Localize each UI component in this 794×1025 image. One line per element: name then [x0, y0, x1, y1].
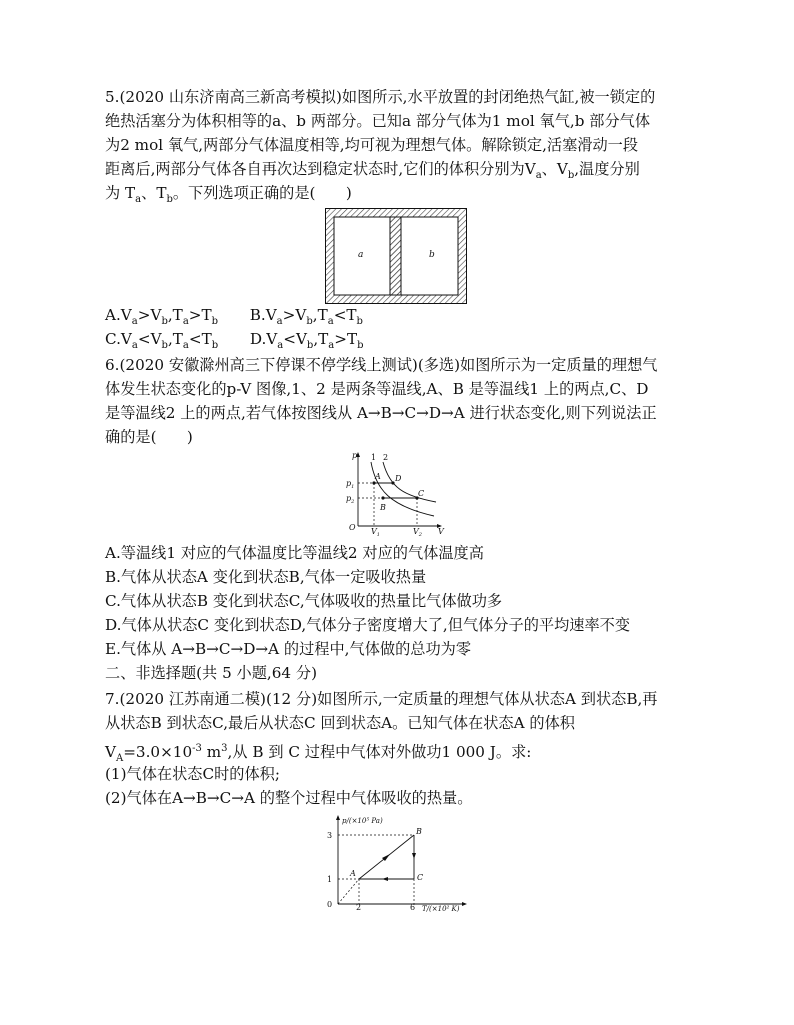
point-a — [372, 481, 375, 484]
q6-option-e[interactable]: E.气体从 A→B→C→D→A 的过程中,气体做的总功为零 — [105, 640, 472, 658]
t-axis-label: T/(×10² K) — [422, 905, 460, 913]
q7-line-1: 7.(2020 江苏南通二模)(12 分)如图所示,一定质量的理想气体从状态A 到状态B,再 — [105, 690, 658, 708]
p-axis-label: p — [352, 451, 358, 460]
arrow-ca — [382, 877, 388, 881]
q5-option-c[interactable]: $C.V_a<V_b,T_a<T_b$ — [105, 330, 219, 352]
y-tick-3: 3 — [327, 831, 333, 840]
q5-line-3: 为2 mol 氧气,两部分气体温度相等,均可视为理想气体。解除锁定,活塞滑动一段 — [105, 136, 639, 154]
origin-label: O — [349, 523, 356, 532]
p-axis-arrow — [336, 815, 340, 820]
point-b — [381, 496, 384, 499]
q5-options-row-2 — [105, 328, 364, 357]
q6-line-2: 体发生状态变化的p-V 图像,1、2 是两条等温线,A、B 是等温线1 上的两点,C、D — [105, 380, 649, 398]
q6-option-a[interactable]: A.等温线1 对应的气体温度比等温线2 对应的气体温度高 — [105, 544, 484, 562]
point-b-label: B — [380, 503, 386, 512]
q5-option-b[interactable]: $B.V_a>V_b,T_a<T_b$ — [249, 306, 363, 328]
arrow-bc — [412, 853, 416, 859]
p2-label: $p_2$ — [346, 494, 355, 505]
q5-line-2: 绝热活塞分为体积相等的a、b 两部分。已知a 部分气体为1 mol 氧气,b 部分气体 — [105, 112, 651, 130]
q6-option-d[interactable]: D.气体从状态C 变化到状态D,气体分子密度增大了,但气体分子的平均速率不变 — [105, 616, 631, 634]
x-tick-6: 6 — [410, 903, 416, 912]
origin-label: 0 — [327, 900, 333, 909]
chamber-b-label: b — [429, 250, 435, 260]
origin-ray — [338, 879, 359, 904]
y-tick-1: 1 — [327, 875, 333, 884]
pt-graph — [318, 812, 478, 914]
q6-option-c[interactable]: C.气体从状态B 变化到状态C,气体吸收的热量比气体做功多 — [105, 592, 503, 610]
q5-line-4: 距离后,两部分气体各自再次达到稳定状态时,它们的体积分别为$V_a$、$V_b$,温度分别 — [105, 160, 640, 182]
q6-line-1: 6.(2020 安徽滁州高三下停课不停学线上测试)(多选)如图所示为一定质量的理想气 — [105, 356, 658, 374]
v-axis-label: V — [438, 527, 444, 536]
point-b-label: B — [416, 827, 422, 836]
section-2-heading: 二、非选择题(共 5 小题,64 分) — [105, 664, 318, 682]
q6-line-4: 确的是( ) — [105, 428, 193, 446]
isotherm-2 — [383, 462, 436, 502]
q5-option-d[interactable]: $D.V_a<V_b,T_a>T_b$ — [249, 330, 364, 352]
cylinder-figure — [325, 208, 467, 304]
q5-line-5: 为 $T_a$、$T_b$。下列选项正确的是( ) — [105, 184, 352, 206]
q6-option-b[interactable]: B.气体从状态A 变化到状态B,气体一定吸收热量 — [105, 568, 427, 586]
p1-label: $p_1$ — [346, 479, 355, 490]
q6-line-3: 是等温线2 上的两点,若气体按图线从 A→B→C→D→A 进行状态变化,则下列说法正 — [105, 404, 657, 422]
point-c-label: C — [417, 873, 424, 882]
q5-line-1: 5.(2020 山东济南高三新高考模拟)如图所示,水平放置的封闭绝热气缸,被一锁定的 — [105, 88, 656, 106]
point-a-label: A — [350, 869, 356, 878]
v2-label: $V_2$ — [413, 527, 422, 538]
x-tick-2: 2 — [356, 903, 362, 912]
q7-sub-question-2: (2)气体在A→B→C→A 的整个过程中气体吸收的热量。 — [105, 789, 473, 807]
q7-line-2: 从状态B 到状态C,最后从状态C 回到状态A。已知气体在状态A 的体积 — [105, 714, 575, 732]
piston — [390, 217, 401, 295]
t-axis-arrow — [462, 902, 467, 906]
point-c-label: C — [418, 489, 425, 498]
v1-label: $V_1$ — [371, 527, 380, 538]
isotherm-1-label: 1 — [371, 453, 377, 462]
q7-line-3: $V_A=3.0\times 10^{-3}$ $m^3$,从 B 到 C 过程中气体对外做功1 000 J。求: — [105, 743, 532, 765]
q5-option-a[interactable]: $A.V_a>V_b,T_a>T_b$ — [105, 306, 219, 328]
isotherm-2-label: 2 — [383, 453, 389, 462]
point-a-label: A — [375, 472, 381, 481]
point-d-label: D — [395, 474, 402, 483]
pv-graph — [338, 450, 448, 538]
q7-sub-question-1: (1)气体在状态C时的体积; — [105, 765, 280, 783]
p-axis-label: p/(×10⁵ Pa) — [342, 817, 383, 825]
chamber-a-label: a — [358, 250, 364, 260]
